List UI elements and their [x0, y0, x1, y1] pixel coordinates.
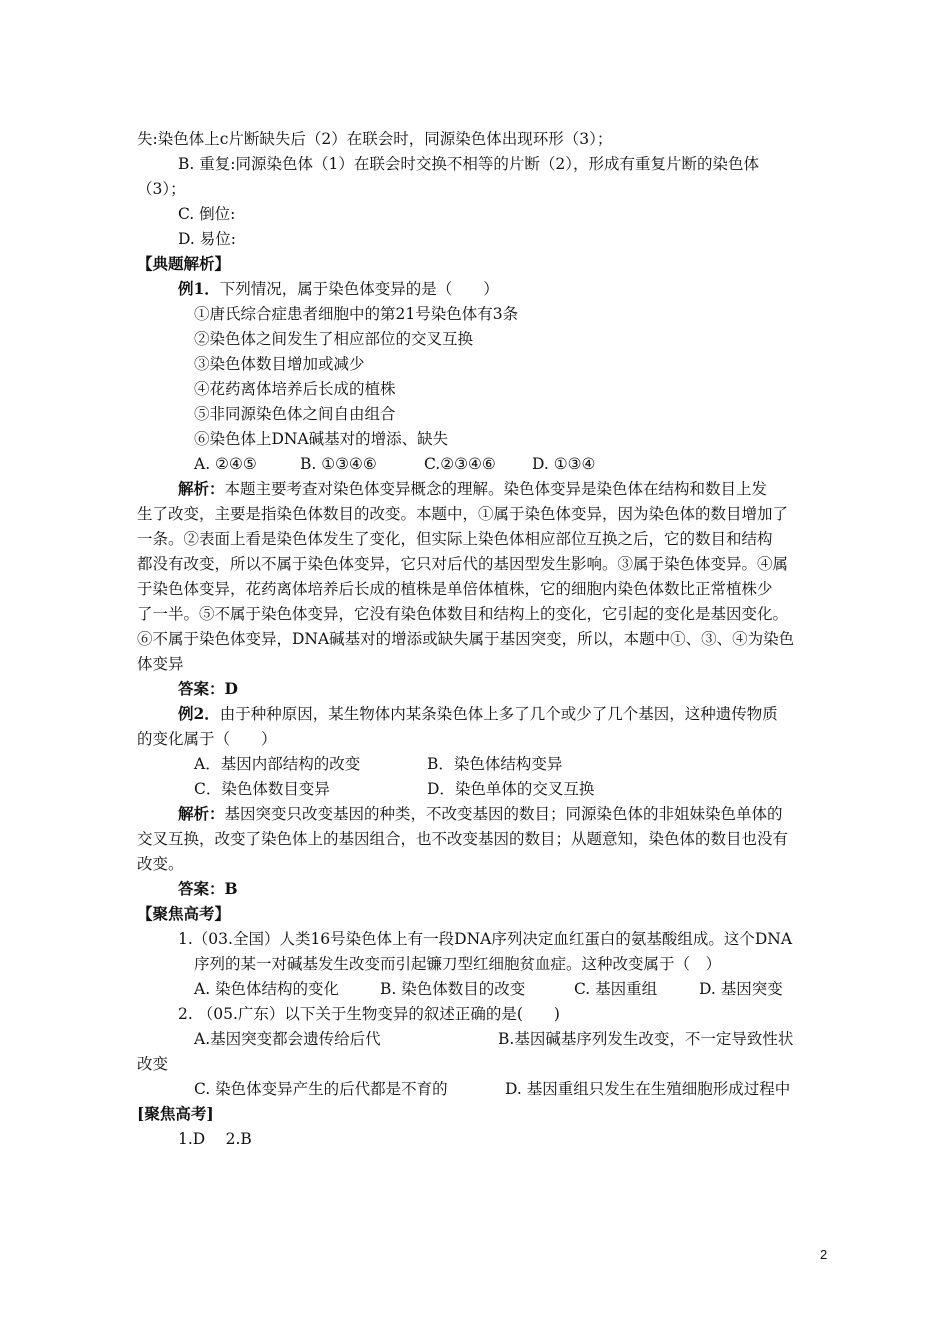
example-question — [178, 703, 778, 725]
example-question — [178, 278, 499, 300]
list-item: ④花药离体培养后长成的植株 — [194, 380, 396, 398]
option: B．染色体结构变异 — [427, 755, 563, 773]
page-number: 2 — [820, 1247, 828, 1262]
answer-key: 1.D 2.B — [178, 1130, 252, 1148]
text-line: C. 倒位: — [178, 205, 236, 223]
analysis-label: 解析： — [178, 804, 225, 823]
analysis-line: 交叉互换，改变了染色体上的基因组合，也不改变基因的数目；从题意知，染色体的数目也没有 — [137, 830, 789, 848]
section-heading: 【聚焦高考】 — [137, 904, 231, 923]
example-label: 例1． — [178, 279, 220, 298]
question-text: 的变化属于（ ） — [137, 730, 277, 748]
option: D. 基因重组只发生在生殖细胞形成过程中 — [505, 1080, 791, 1098]
option: D. ①③④ — [532, 455, 596, 473]
option-continued: 改变 — [137, 1055, 169, 1073]
option: A.基因突变都会遗传给后代 — [194, 1030, 381, 1048]
list-item: ③染色体数目增加或减少 — [194, 355, 365, 373]
list-item: ②染色体之间发生了相应部位的交叉互换 — [194, 330, 474, 348]
analysis-text: 基因突变只改变基因的种类，不改变基因的数目；同源染色体的非姐妹染色单体的 — [224, 805, 783, 823]
answer: 答案：B — [178, 879, 238, 898]
analysis-line: ⑥不属于染色体变异，DNA碱基对的增添或缺失属于基因突变，所以，本题中①、③、④为染色 — [137, 630, 795, 648]
analysis-line: 都没有改变，所以不属于染色体变异，它只对后代的基因型发生影响。③属于染色体变异。④属 — [137, 555, 789, 573]
text-line: （3）； — [137, 180, 186, 198]
analysis-first-line — [178, 478, 767, 500]
analysis-first-line — [178, 803, 783, 825]
analysis-line: 改变。 — [137, 855, 184, 873]
options-row — [194, 778, 594, 800]
option: A. ②④⑤ — [194, 455, 257, 473]
question-text: 下列情况，属于染色体变异的是（ ） — [219, 280, 499, 298]
analysis-line: 体变异 — [137, 655, 184, 673]
answer: 答案：D — [178, 679, 238, 698]
list-item: ⑥染色体上DNA碱基对的增添、缺失 — [194, 430, 449, 448]
section-heading: [聚焦高考] — [137, 1104, 214, 1123]
analysis-line: 生了改变，主要是指染色体数目的改变。本题中，①属于染色体变异，因为染色体的数目增加了 — [137, 505, 789, 523]
option: B.基因碱基序列发生改变，不一定导致性状 — [498, 1030, 794, 1048]
option: A．基因内部结构的改变 — [194, 755, 361, 773]
text-line: D. 易位: — [178, 230, 236, 248]
list-item: ①唐氏综合症患者细胞中的第21号染色体有3条 — [194, 305, 519, 323]
analysis-label: 解析： — [178, 479, 225, 498]
analysis-line: 一条。②表面上看是染色体发生了变化，但实际上染色体相应部位互换之后，它的数目和结构 — [137, 530, 773, 548]
example-label: 例2． — [178, 704, 220, 723]
text-line: 失:染色体上c片断缺失后（2）在联会时，同源染色体出现环形（3）； — [137, 130, 613, 148]
option: D. 基因突变 — [699, 980, 783, 998]
question-text: 1.（03.全国）人类16号染色体上有一段DNA序列决定血红蛋白的氨基酸组成。这个DNA — [178, 930, 793, 948]
analysis-line: 了一半。⑤不属于染色体变异，它没有染色体数目和结构上的变化，它引起的变化是基因变化。 — [137, 605, 789, 623]
option: C. 染色体变异产生的后代都是不育的 — [194, 1080, 448, 1098]
option: C．染色体数目变异 — [194, 780, 330, 798]
question-text: 序列的某一对碱基发生改变而引起镰刀型红细胞贫血症。这种改变属于（ ） — [194, 955, 722, 973]
option: C.②③④⑥ — [424, 455, 496, 473]
option: D．染色单体的交叉互换 — [427, 780, 595, 798]
question-text: 2. （05.广东）以下关于生物变异的叙述正确的是( ) — [178, 1005, 560, 1023]
options-row — [194, 753, 562, 775]
option: C. 基因重组 — [574, 980, 658, 998]
option: B. 染色体数目的改变 — [380, 980, 526, 998]
options-row — [194, 453, 595, 475]
option: A. 染色体结构的变化 — [194, 980, 340, 998]
question-text: 由于种种原因，某生物体内某条染色体上多了几个或少了几个基因，这种遗传物质 — [219, 705, 778, 723]
options-row — [194, 978, 783, 1000]
text-line: B. 重复:同源染色体（1）在联会时交换不相等的片断（2），形成有重复片断的染色体 — [178, 155, 759, 173]
list-item: ⑤非同源染色体之间自由组合 — [194, 405, 396, 423]
section-heading: 【典题解析】 — [137, 254, 231, 273]
analysis-text: 本题主要考查对染色体变异概念的理解。染色体变异是染色体在结构和数目上发 — [224, 480, 768, 498]
analysis-line: 于染色体变异，花药离体培养后长成的植株是单倍体植株，它的细胞内染色体数比正常植株少 — [137, 580, 773, 598]
option: B. ①③④⑥ — [300, 455, 377, 473]
